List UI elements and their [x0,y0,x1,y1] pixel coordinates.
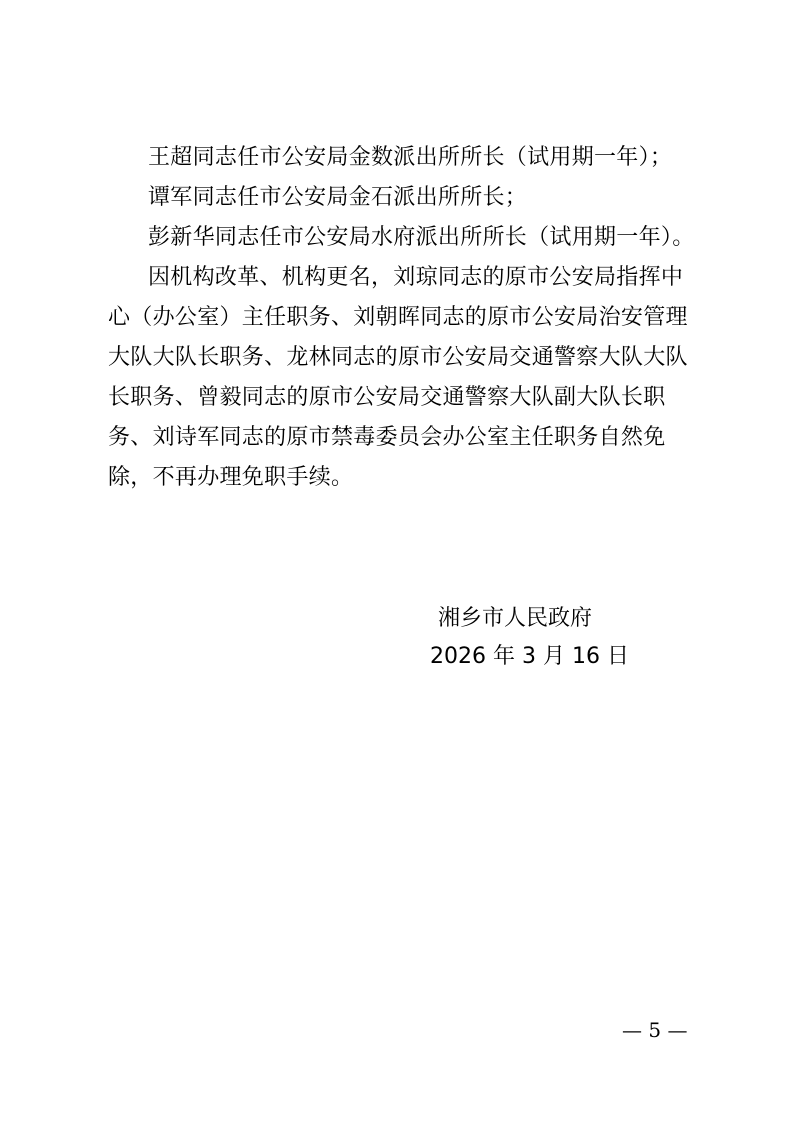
dismissal-paragraph: 因机构改革、机构更名，刘琼同志的原市公安局指挥中心（办公室）主任职务、刘朝晖同志的原市公安局治安管理大队大队长职务、龙林同志的原市公安局交通警察大队大队长职务、曾毅同志的原市公安局交通警察大队副大队长职务、刘诗军同志的原市禁毒委员会办公室主任职务自然免除，不再办理免职手续。 [108,265,688,490]
document-body [108,138,698,498]
issuing-organization: 湘乡市人民政府 [438,606,593,631]
appointment-paragraph-1: 王超同志任市公安局金数派出所所长（试用期一年）； [148,145,673,170]
appointment-paragraph-2: 谭军同志任市公安局金石派出所所长； [148,185,528,210]
page-number: — 5 — [622,1018,688,1042]
signature-block [430,600,629,676]
appointment-paragraph-3: 彭新华同志任市公安局水府派出所所长（试用期一年）。 [148,225,695,250]
issue-date: 2026 年 3 月 16 日 [430,644,629,669]
